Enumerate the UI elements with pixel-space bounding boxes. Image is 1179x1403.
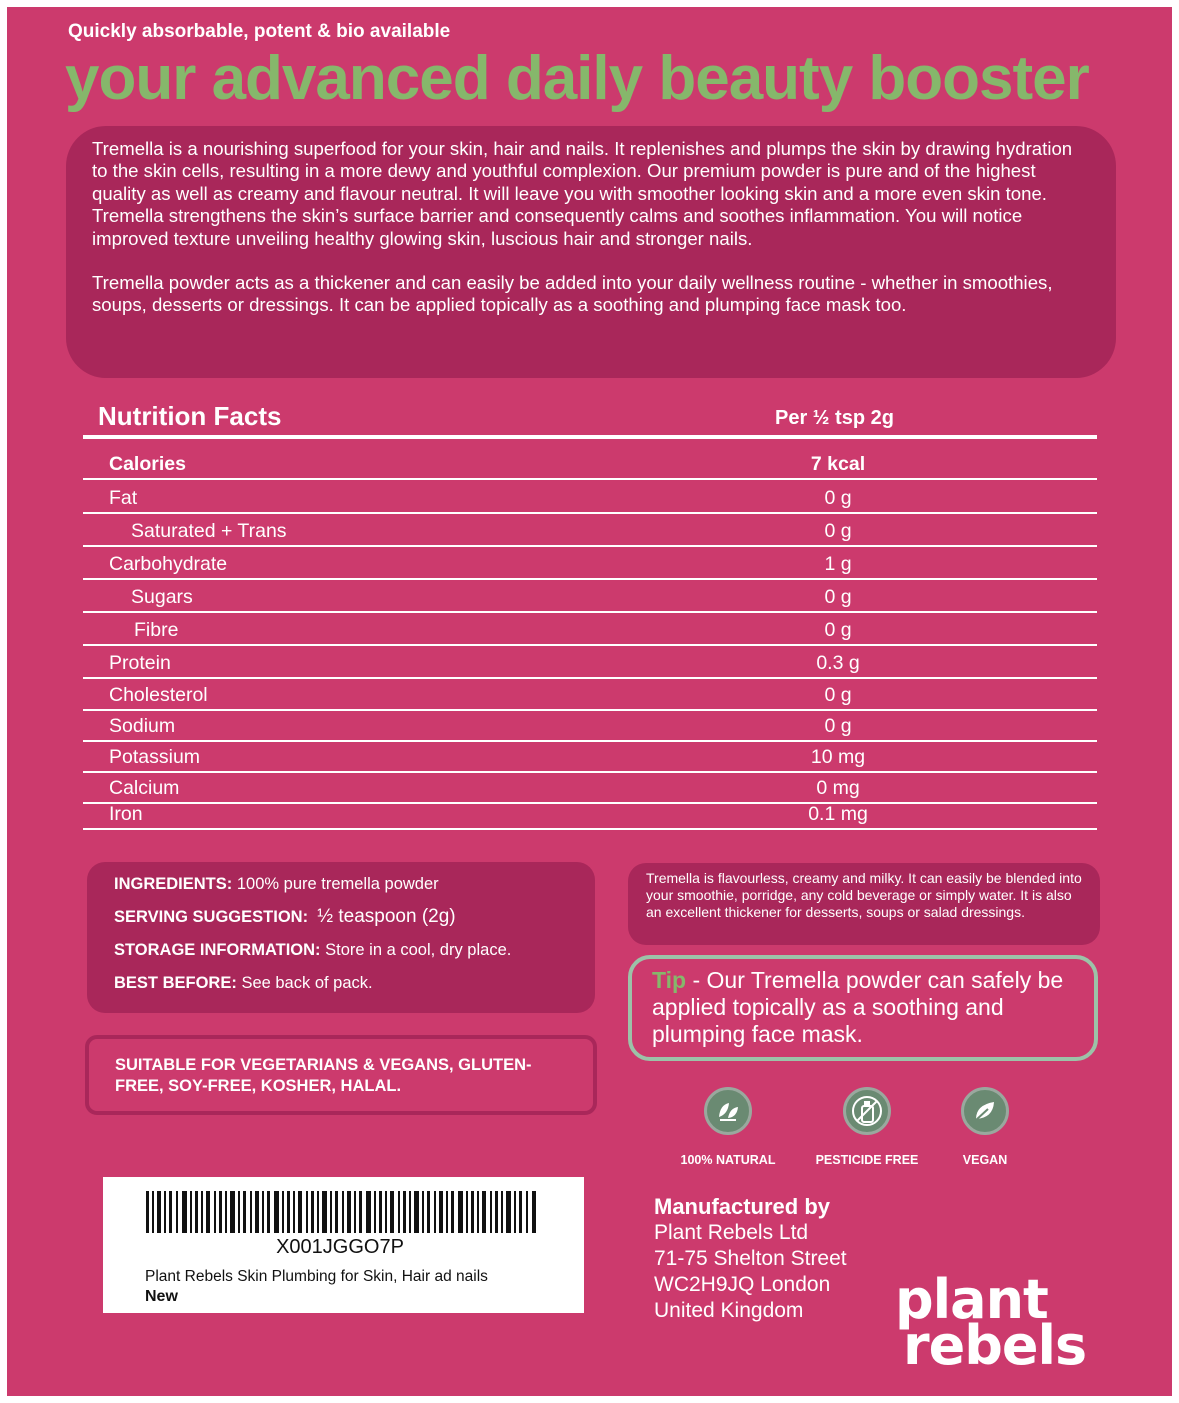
badge-label: 100% NATURAL bbox=[680, 1153, 776, 1167]
nutrition-label: Protein bbox=[109, 652, 171, 674]
nutrition-row-carbohydrate bbox=[83, 547, 1097, 580]
badge-pesticide-free bbox=[843, 1087, 891, 1135]
nutrition-value: 0 g bbox=[824, 619, 852, 641]
tagline: Quickly absorbable, potent & bio available bbox=[68, 21, 451, 42]
nutrition-label: Saturated + Trans bbox=[131, 520, 287, 542]
product-info-panel bbox=[87, 862, 595, 1013]
nutrition-row-calories bbox=[83, 447, 1097, 480]
manufacturer-title: Manufactured by bbox=[654, 1194, 831, 1219]
nutrition-value: 1 g bbox=[824, 553, 852, 575]
nutrition-label: Iron bbox=[109, 803, 143, 825]
no-pesticide-icon bbox=[843, 1087, 891, 1135]
intro-paragraph-1: Tremella is a nourishing superfood for your skin, hair and nails. It replenishes and plumps the skin by drawing hydration to the skin cells, resulting in a more dewy and youthful complexion. Our premium powder is pure and of the highest quality as well as creamy and flavour neutral. It will leave you with smoother looking skin and a more even skin tone. Tremella strengthens the skin’s surface barrier and consequently calms and soothes inflammation. You will notice improved texture unveiling healthy glowing skin, luscious hair and stronger nails. bbox=[92, 138, 1073, 249]
brand-logo: plant rebels bbox=[895, 1268, 1087, 1377]
nutrition-value: 0.3 g bbox=[816, 652, 860, 674]
intro-paragraph-2: Tremella powder acts as a thickener and can easily be added into your daily wellness routine - whether in smoothies, soups, desserts or dressings. It can be applied topically as a soothing and plumping face mask too. bbox=[92, 272, 1053, 316]
badge-label: PESTICIDE FREE bbox=[815, 1153, 919, 1167]
nutrition-label: Calories bbox=[109, 453, 186, 475]
nutrition-row-sodium bbox=[83, 709, 1097, 742]
serving-line: SERVING SUGGESTION: ½ teaspoon (2g) bbox=[114, 906, 456, 927]
nutrition-label: Sugars bbox=[131, 586, 193, 608]
product-label bbox=[7, 7, 1172, 1396]
nutrition-row-protein bbox=[83, 646, 1097, 679]
storage-line: STORAGE INFORMATION: Store in a cool, dry place. bbox=[114, 941, 512, 959]
nutrition-title: Nutrition Facts bbox=[98, 401, 282, 431]
nutrition-label: Carbohydrate bbox=[109, 553, 228, 575]
barcode-icon bbox=[146, 1191, 538, 1233]
nutrition-row-saturated bbox=[83, 514, 1097, 547]
nutrition-row-fat bbox=[83, 481, 1097, 514]
intro-panel bbox=[66, 126, 1116, 378]
nutrition-row-potassium bbox=[83, 740, 1097, 773]
description-panel: Tremella is flavourless, creamy and milky. It can easily be blended into your smoothie, porridge, any cold beverage or simply water. It is also an excellent thickener for desserts, soups or salad dressings. bbox=[628, 863, 1100, 945]
leaf-icon bbox=[961, 1087, 1009, 1135]
barcode-label bbox=[103, 1177, 584, 1313]
nutrition-row-sugars bbox=[83, 580, 1097, 613]
manufacturer-line: WC2H9JQ London bbox=[654, 1273, 831, 1296]
barcode-code: X001JGGO7P bbox=[276, 1236, 404, 1258]
nutrition-value: 0 g bbox=[824, 586, 852, 608]
nutrition-label: Fibre bbox=[134, 619, 179, 641]
nutrition-value: 0 g bbox=[824, 715, 852, 737]
tip-panel bbox=[628, 955, 1098, 1061]
manufacturer-line: United Kingdom bbox=[654, 1299, 804, 1322]
barcode-description: Plant Rebels Skin Plumbing for Skin, Hair ad nails bbox=[145, 1268, 488, 1285]
headline: your advanced daily beauty booster bbox=[65, 44, 1089, 113]
nutrition-value: 0 g bbox=[824, 520, 852, 542]
nutrition-per-serving: Per ½ tsp 2g bbox=[775, 407, 894, 429]
badge-vegan bbox=[961, 1087, 1009, 1135]
manufacturer-line: 71-75 Shelton Street bbox=[654, 1247, 847, 1270]
nutrition-row-cholesterol bbox=[83, 678, 1097, 711]
leaves-icon bbox=[704, 1087, 752, 1135]
nutrition-value: 0.1 mg bbox=[808, 803, 868, 825]
badge-label: VEGAN bbox=[962, 1153, 1008, 1167]
nutrition-row-fibre bbox=[83, 613, 1097, 646]
nutrition-value: 0 g bbox=[824, 684, 852, 706]
nutrition-value: 10 mg bbox=[810, 746, 866, 768]
suitability-panel: SUITABLE FOR VEGETARIANS & VEGANS, GLUTEN-FREE, SOY-FREE, KOSHER, HALAL. bbox=[85, 1035, 597, 1115]
tip-label: Tip bbox=[652, 967, 687, 993]
nutrition-label: Potassium bbox=[109, 746, 201, 768]
nutrition-label: Calcium bbox=[109, 777, 180, 799]
badge-natural bbox=[704, 1087, 752, 1135]
nutrition-divider bbox=[83, 435, 1097, 439]
ingredients-line: INGREDIENTS: 100% pure tremella powder bbox=[114, 875, 439, 893]
tip-text: - Our Tremella powder can safely be applied topically as a soothing and plumping face mask. bbox=[652, 967, 1064, 1047]
nutrition-value: 0 g bbox=[824, 487, 852, 509]
nutrition-row-iron bbox=[83, 799, 1097, 830]
nutrition-value: 0 mg bbox=[816, 777, 860, 799]
best-before-line: BEST BEFORE: See back of pack. bbox=[114, 974, 373, 992]
manufacturer-line: Plant Rebels Ltd bbox=[654, 1221, 809, 1244]
manufacturer-block bbox=[654, 1194, 847, 1324]
nutrition-label: Fat bbox=[109, 487, 138, 509]
barcode-condition: New bbox=[145, 1288, 178, 1305]
nutrition-label: Cholesterol bbox=[109, 684, 208, 706]
nutrition-label: Sodium bbox=[109, 715, 176, 737]
nutrition-value: 7 kcal bbox=[810, 453, 866, 475]
